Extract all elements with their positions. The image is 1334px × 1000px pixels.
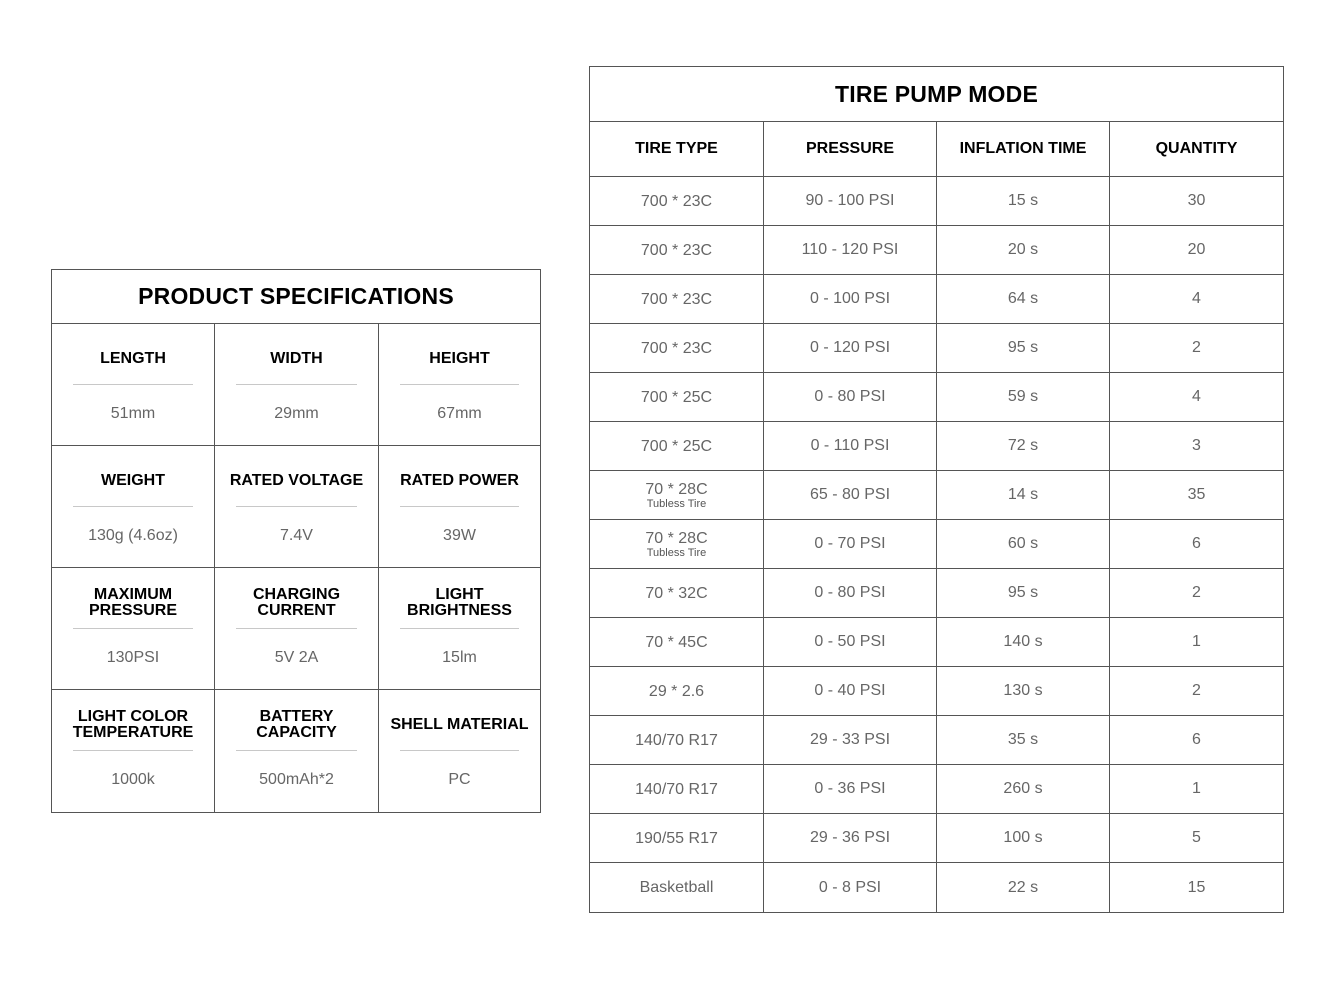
inflation-time-cell: 35 s	[937, 716, 1110, 764]
spec-cell	[379, 568, 540, 690]
pressure-cell: 110 - 120 PSI	[764, 226, 937, 274]
tire-type-value: 700 * 25C	[640, 437, 713, 455]
tire-type-value: 190/55 R17	[635, 829, 718, 847]
inflation-time-cell: 260 s	[937, 765, 1110, 813]
inflation-time-cell: 100 s	[937, 814, 1110, 862]
pressure-cell: 29 - 36 PSI	[764, 814, 937, 862]
pressure-cell: 0 - 80 PSI	[764, 569, 937, 617]
spec-divider	[400, 384, 519, 385]
inflation-time-cell: 95 s	[937, 324, 1110, 372]
spec-value: 500mAh*2	[259, 771, 334, 788]
spec-divider	[400, 750, 519, 751]
pressure-cell: 0 - 36 PSI	[764, 765, 937, 813]
spec-value: 15lm	[442, 649, 477, 666]
spec-value: 67mm	[437, 405, 482, 422]
spec-value: 51mm	[110, 405, 156, 422]
tire-pump-header-row	[590, 122, 1283, 177]
spec-label: LIGHT COLOR TEMPERATURE	[72, 708, 194, 741]
tire-type-cell	[590, 226, 764, 274]
inflation-time-cell: 14 s	[937, 471, 1110, 519]
tire-type-cell	[590, 520, 764, 568]
table-row	[590, 569, 1283, 618]
tire-type-value: 700 * 23C	[640, 290, 713, 308]
table-row	[590, 814, 1283, 863]
tire-type-cell	[590, 275, 764, 323]
inflation-time-cell: 20 s	[937, 226, 1110, 274]
table-row	[590, 863, 1283, 912]
table-row	[590, 667, 1283, 716]
pressure-cell: 0 - 100 PSI	[764, 275, 937, 323]
quantity-cell: 35	[1187, 486, 1206, 503]
header-pressure: PRESSURE	[764, 122, 937, 176]
table-row	[590, 177, 1283, 226]
table-row	[590, 618, 1283, 667]
table-row	[590, 716, 1283, 765]
spec-value: PC	[448, 771, 471, 788]
tire-type-value: 70 * 28C	[645, 529, 708, 547]
inflation-time-cell: 59 s	[937, 373, 1110, 421]
tire-type-note: Tubless Tire	[646, 497, 707, 510]
spec-label: BATTERY CAPACITY	[256, 708, 337, 741]
spec-divider	[400, 628, 519, 629]
header-quantity: QUANTITY	[1155, 140, 1238, 157]
spec-divider	[236, 628, 357, 629]
table-row	[590, 765, 1283, 814]
quantity-cell: 2	[1192, 682, 1201, 699]
spec-label: LIGHT BRIGHTNESS	[407, 586, 512, 619]
pressure-cell: 65 - 80 PSI	[764, 471, 937, 519]
spec-divider	[236, 750, 357, 751]
quantity-cell: 30	[1187, 192, 1206, 209]
tire-type-value: 140/70 R17	[635, 731, 718, 749]
spec-divider	[236, 384, 357, 385]
inflation-time-cell: 95 s	[937, 569, 1110, 617]
tire-type-cell	[590, 422, 764, 470]
spec-value: 130g (4.6oz)	[88, 527, 178, 544]
quantity-cell: 4	[1192, 290, 1201, 307]
quantity-cell: 1	[1192, 633, 1201, 650]
tire-pump-body	[590, 177, 1283, 912]
inflation-time-cell: 130 s	[937, 667, 1110, 715]
pressure-cell: 0 - 40 PSI	[764, 667, 937, 715]
spec-cell	[52, 568, 215, 690]
spec-value: 29mm	[274, 405, 319, 422]
header-inflation-time: INFLATION TIME	[937, 122, 1110, 176]
tire-type-cell	[590, 373, 764, 421]
spec-value: 5V 2A	[274, 649, 319, 666]
spec-divider	[73, 506, 193, 507]
spec-label: HEIGHT	[429, 350, 490, 367]
inflation-time-cell: 60 s	[937, 520, 1110, 568]
table-row	[590, 275, 1283, 324]
spec-label: WEIGHT	[101, 472, 165, 489]
tire-type-value: 140/70 R17	[635, 780, 718, 798]
quantity-cell: 2	[1192, 584, 1201, 601]
table-row	[590, 471, 1283, 520]
tire-type-cell	[590, 863, 764, 912]
inflation-time-cell: 64 s	[937, 275, 1110, 323]
inflation-time-cell: 140 s	[937, 618, 1110, 666]
tire-pump-mode-table	[589, 66, 1284, 913]
quantity-cell: 3	[1192, 437, 1201, 454]
specifications-title: PRODUCT SPECIFICATIONS	[52, 270, 540, 324]
pressure-cell: 29 - 33 PSI	[764, 716, 937, 764]
specifications-grid	[52, 324, 540, 812]
tire-type-value: Basketball	[639, 879, 714, 896]
spec-label: WIDTH	[270, 350, 323, 367]
spec-cell	[379, 690, 540, 812]
quantity-cell: 4	[1192, 388, 1201, 405]
spec-cell	[52, 690, 215, 812]
tire-type-cell	[590, 569, 764, 617]
tire-type-cell	[590, 177, 764, 225]
table-row	[590, 520, 1283, 569]
spec-label: CHARGING CURRENT	[252, 586, 341, 619]
spec-cell	[215, 568, 379, 690]
tire-type-value: 70 * 28C	[645, 480, 708, 498]
inflation-time-cell: 15 s	[937, 177, 1110, 225]
tire-type-value: 29 * 2.6	[648, 682, 705, 700]
pressure-cell: 0 - 110 PSI	[764, 422, 937, 470]
spec-value: 130PSI	[106, 649, 160, 666]
table-row	[590, 324, 1283, 373]
tire-type-value: 700 * 23C	[640, 339, 713, 357]
pressure-cell: 0 - 8 PSI	[764, 863, 937, 912]
table-row	[590, 422, 1283, 471]
spec-cell	[379, 446, 540, 568]
inflation-time-cell: 72 s	[937, 422, 1110, 470]
quantity-cell: 5	[1192, 829, 1201, 846]
tire-type-value: 700 * 25C	[640, 388, 713, 406]
quantity-cell: 2	[1192, 339, 1201, 356]
tire-type-cell	[590, 667, 764, 715]
inflation-time-cell: 22 s	[937, 863, 1110, 912]
tire-type-note: Tubless Tire	[646, 546, 707, 559]
tire-type-value: 70 * 32C	[645, 584, 708, 602]
quantity-cell: 20	[1187, 241, 1206, 258]
spec-value: 1000k	[111, 771, 155, 788]
tire-type-value: 700 * 23C	[640, 192, 713, 210]
pressure-cell: 0 - 120 PSI	[764, 324, 937, 372]
spec-divider	[73, 750, 193, 751]
spec-cell	[52, 324, 215, 446]
spec-divider	[73, 628, 193, 629]
spec-label: RATED POWER	[400, 472, 519, 489]
spec-label: MAXIMUM PRESSURE	[88, 586, 178, 619]
spec-cell	[379, 324, 540, 446]
quantity-cell: 6	[1192, 731, 1201, 748]
tire-type-cell	[590, 716, 764, 764]
table-row	[590, 373, 1283, 422]
spec-label: RATED VOLTAGE	[229, 472, 364, 489]
tire-type-cell	[590, 471, 764, 519]
tire-type-value: 700 * 23C	[640, 241, 713, 259]
tire-type-cell	[590, 814, 764, 862]
spec-cell	[52, 446, 215, 568]
pressure-cell: 0 - 50 PSI	[764, 618, 937, 666]
spec-label: LENGTH	[100, 350, 166, 367]
pressure-cell: 0 - 80 PSI	[764, 373, 937, 421]
tire-pump-title: TIRE PUMP MODE	[590, 67, 1283, 122]
pressure-cell: 90 - 100 PSI	[764, 177, 937, 225]
spec-divider	[236, 506, 357, 507]
spec-cell	[215, 690, 379, 812]
quantity-cell: 1	[1192, 780, 1201, 797]
spec-cell	[215, 446, 379, 568]
tire-type-cell	[590, 324, 764, 372]
quantity-cell: 15	[1187, 878, 1206, 896]
tire-type-cell	[590, 618, 764, 666]
product-specifications-table	[51, 269, 541, 813]
spec-label: SHELL MATERIAL	[390, 716, 529, 733]
spec-cell	[215, 324, 379, 446]
quantity-cell: 6	[1192, 535, 1201, 552]
tire-type-cell	[590, 765, 764, 813]
spec-value: 7.4V	[280, 527, 313, 544]
tire-type-value: 70 * 45C	[645, 633, 708, 651]
table-row	[590, 226, 1283, 275]
header-tire-type: TIRE TYPE	[590, 122, 764, 176]
spec-value: 39W	[443, 527, 476, 544]
spec-divider	[400, 506, 519, 507]
pressure-cell: 0 - 70 PSI	[764, 520, 937, 568]
spec-divider	[73, 384, 193, 385]
